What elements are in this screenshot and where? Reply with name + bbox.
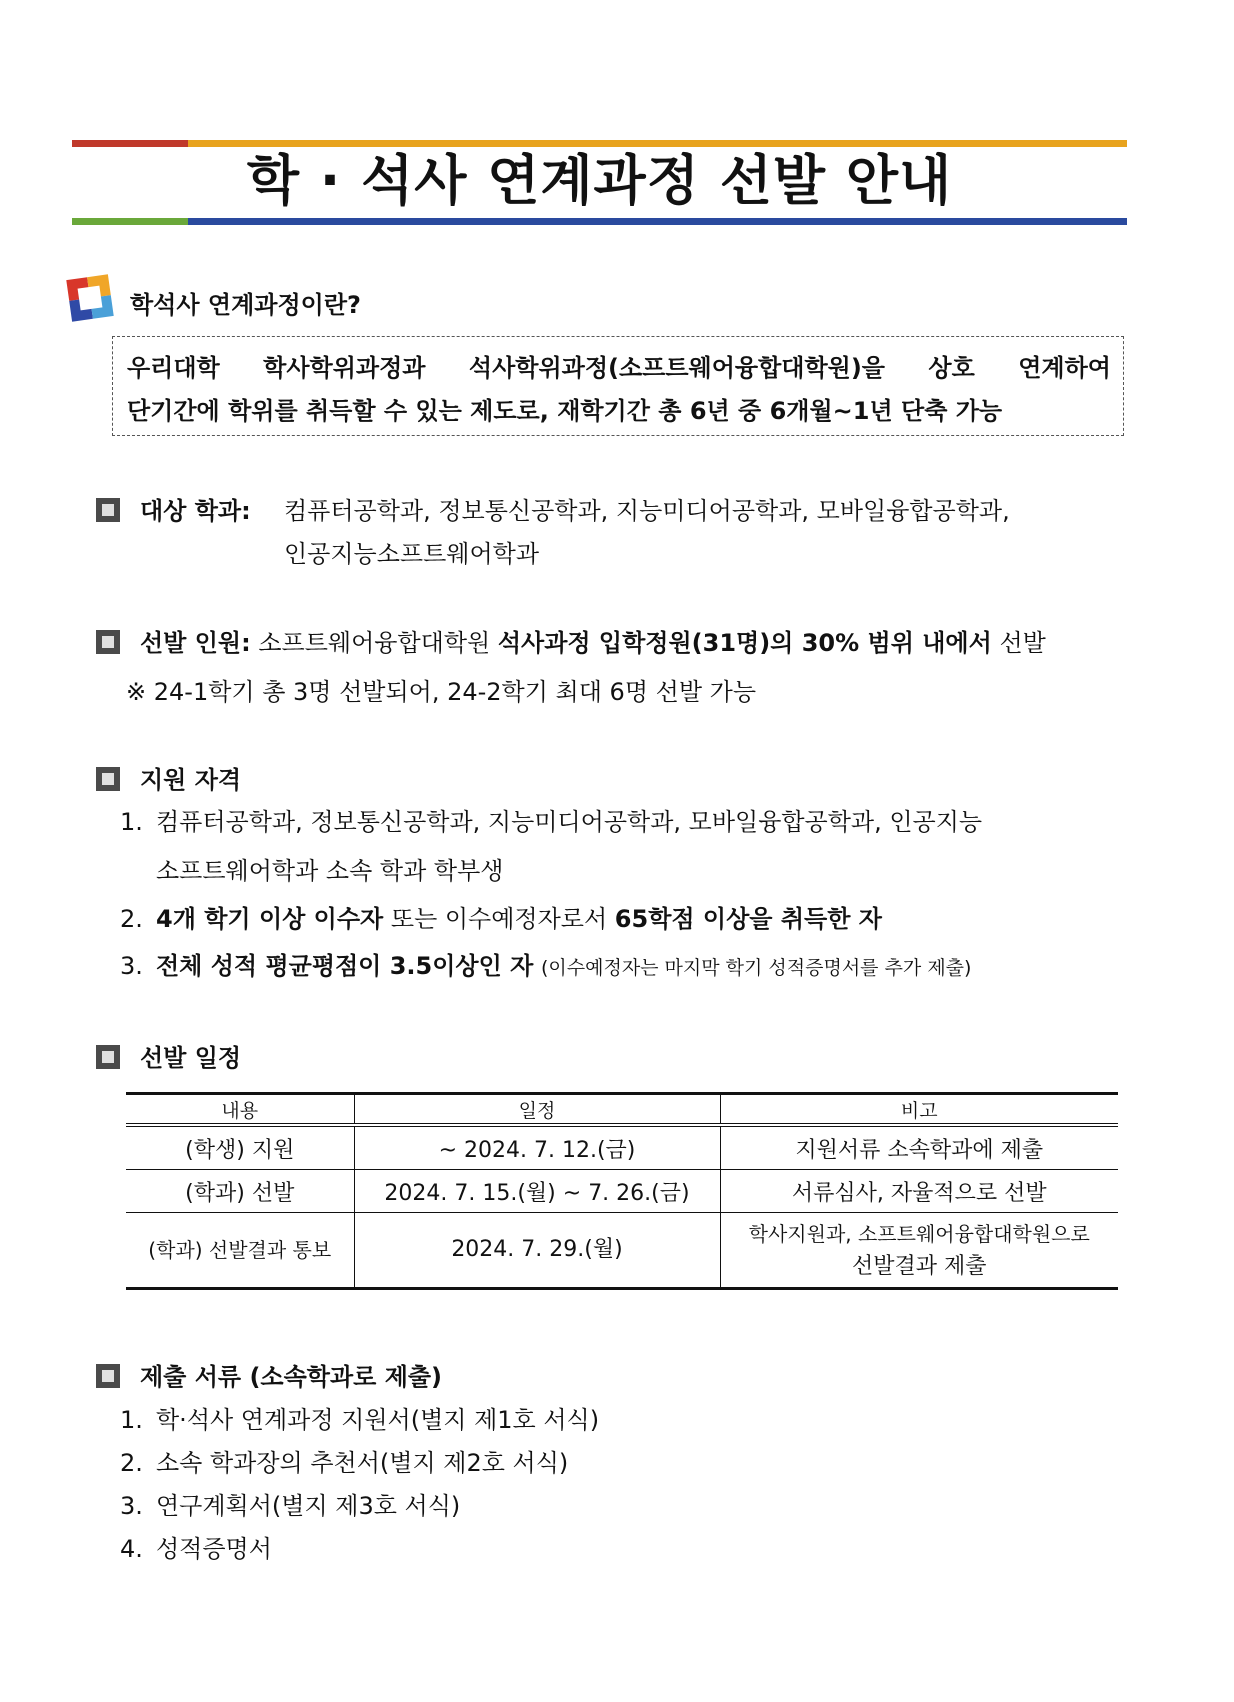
- eligibility-item-3-note: (이수예정자는 마지막 학기 성적증명서를 추가 제출): [540, 957, 972, 979]
- list-item-text: 소속 학과장의 추천서(별지 제2호 서식): [156, 1449, 569, 1477]
- table-cell-line-1: 학사지원과, 소프트웨어융합대학원으로: [748, 1221, 1090, 1246]
- quota-line: [140, 628, 1046, 658]
- logo-icon: [64, 272, 116, 324]
- list-item: [120, 1405, 599, 1435]
- eligibility-item-1-line-2: 소프트웨어학과 소속 학과 학부생: [156, 857, 504, 885]
- section-bullet-icon: [94, 628, 122, 656]
- table-cell: (학생) 지원: [126, 1125, 354, 1170]
- departments-line-1: 컴퓨터공학과, 정보통신공학과, 지능미디어공학과, 모바일융합공학과,: [284, 497, 1010, 525]
- list-item-num: 2.: [120, 1449, 143, 1477]
- quota-text-a: 소프트웨어융합대학원: [258, 629, 491, 657]
- title-bar-bottom-blue: [188, 218, 1127, 225]
- table-cell: (학과) 선발결과 통보: [126, 1213, 354, 1289]
- table-row: [126, 1170, 1118, 1213]
- table-row: [126, 1213, 1118, 1289]
- quota-label: 선발 인원:: [140, 629, 251, 657]
- title-bar-bottom-green: [72, 218, 188, 225]
- quota-note: ※ 24-1학기 총 3명 선발되어, 24-2학기 최대 6명 선발 가능: [126, 678, 757, 706]
- departments-label-text: 대상 학과:: [140, 497, 251, 525]
- table-cell: 2024. 7. 15.(월) ~ 7. 26.(금): [354, 1170, 720, 1213]
- list-item-text: 연구계획서(별지 제3호 서식): [156, 1492, 461, 1520]
- eligibility-heading: 지원 자격: [140, 766, 242, 794]
- table-cell: 지원서류 소속학과에 제출: [720, 1125, 1118, 1170]
- eligibility-item-2-mid: 또는 이수예정자로서: [383, 905, 615, 933]
- section-bullet-icon: [94, 765, 122, 793]
- list-item-text: 성적증명서: [156, 1535, 272, 1563]
- quota-text-b: 선발: [999, 629, 1046, 657]
- list-item: [120, 1491, 460, 1521]
- table-cell: 서류심사, 자율적으로 선발: [720, 1170, 1118, 1213]
- table-cell: [720, 1213, 1118, 1289]
- table-cell: ~ 2024. 7. 12.(금): [354, 1125, 720, 1170]
- table-header-cell: 비고: [720, 1094, 1118, 1126]
- table-cell: 2024. 7. 29.(월): [354, 1213, 720, 1289]
- table-row: [126, 1125, 1118, 1170]
- eligibility-item-1-line-1: 컴퓨터공학과, 정보통신공학과, 지능미디어공학과, 모바일융합공학과, 인공지능: [156, 808, 983, 836]
- list-item: [120, 1534, 272, 1564]
- schedule-heading: 선발 일정: [140, 1044, 242, 1072]
- list-item: [120, 1448, 568, 1478]
- eligibility-item-2-bold-2: 65학점 이상을 취득한 자: [614, 905, 882, 933]
- section-bullet-icon: [94, 496, 122, 524]
- table-header-row: [126, 1094, 1118, 1126]
- table-cell-line-2: 선발결과 제출: [851, 1253, 987, 1279]
- section-bullet-icon: [94, 1362, 122, 1390]
- list-item-num: 1.: [120, 1406, 143, 1434]
- departments-label: [140, 496, 251, 526]
- intro-box: [112, 336, 1124, 436]
- list-item-num: 3.: [120, 1492, 143, 1520]
- quota-text-bold: 석사과정 입학정원(31명)의 30% 범위 내에서: [497, 629, 992, 657]
- eligibility-item-3: [120, 951, 971, 983]
- table-cell: (학과) 선발: [126, 1170, 354, 1213]
- eligibility-item-2: [120, 904, 882, 934]
- intro-line-1: 우리대학 학사학위과정과 석사학위과정(소프트웨어융합대학원)을 상호 연계하여: [127, 354, 1111, 382]
- departments-line-2: 인공지능소프트웨어학과: [284, 540, 540, 568]
- documents-heading: 제출 서류 (소속학과로 제출): [140, 1363, 443, 1391]
- intro-line-2: 단기간에 학위를 취득할 수 있는 제도로, 재학기간 총 6년 중 6개월~1년 단축 가능: [127, 397, 1003, 425]
- list-item-text: 학·석사 연계과정 지원서(별지 제1호 서식): [156, 1406, 600, 1434]
- page-title: 학 · 석사 연계과정 선발 안내: [246, 149, 953, 212]
- eligibility-item-1-num: 1.: [120, 808, 143, 836]
- intro-heading: 학석사 연계과정이란?: [130, 291, 361, 319]
- eligibility-item-3-bold: 전체 성적 평균평점이 3.5이상인 자: [156, 952, 534, 980]
- table-header-cell: 내용: [126, 1094, 354, 1126]
- eligibility-item-2-num: 2.: [120, 905, 143, 933]
- eligibility-item-2-bold-1: 4개 학기 이상 이수자: [156, 905, 384, 933]
- eligibility-item-3-num: 3.: [120, 952, 143, 980]
- list-item-num: 4.: [120, 1535, 143, 1563]
- schedule-table: [126, 1092, 1118, 1290]
- section-bullet-icon: [94, 1043, 122, 1071]
- table-header-cell: 일정: [354, 1094, 720, 1126]
